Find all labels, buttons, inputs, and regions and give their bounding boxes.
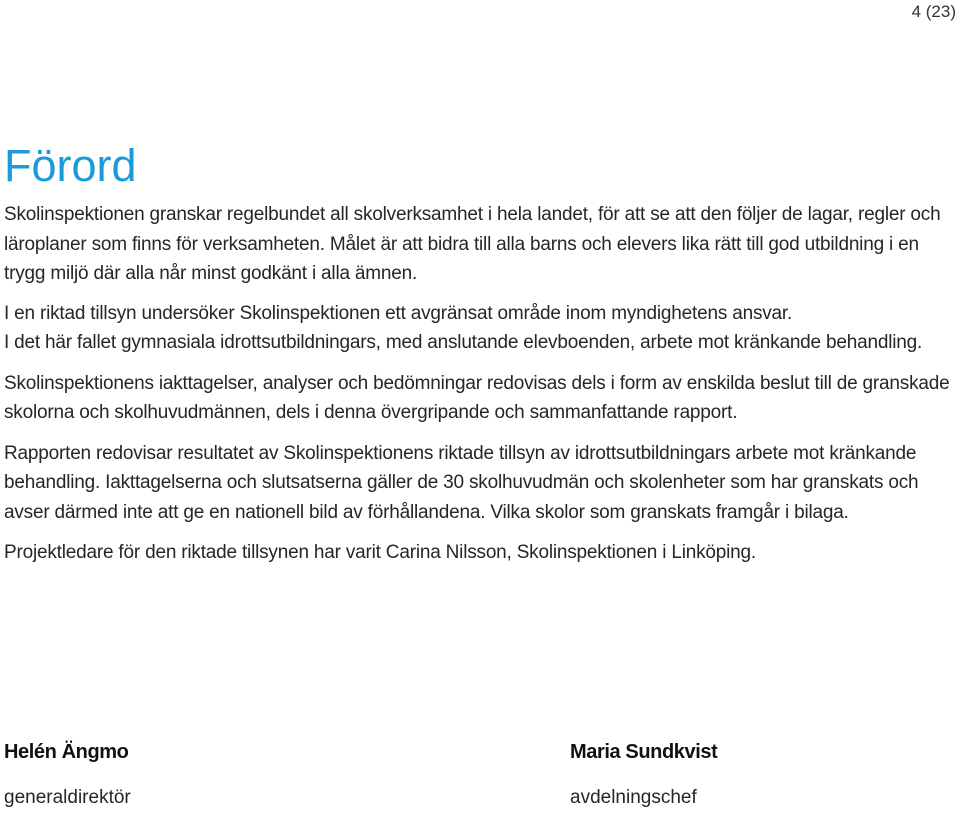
paragraph-riktad-tillsyn: I en riktad tillsyn undersöker Skolinspektionen ett avgränsat område inom myndighetens ansvar.	[4, 302, 793, 324]
paragraph-project-lead: Projektledare för den riktade tillsynen har varit Carina Nilsson, Skolinspektionen i Linköping.	[4, 542, 756, 563]
signature-role-right: avdelningschef	[570, 787, 697, 808]
paragraph-report: Rapporten redovisar resultatet av Skolinspektionens riktade tillsyn av idrottsutbildningars arbete mot kränkande behandling. Iakttagelserna och slutsatserna gäller de 30 skolhuvudmän och skolenheter som har granskats och avser därmed inte att ge en nationell bild av förhållandena. Vilka skolor som granskats framgår i bilaga.	[4, 442, 919, 523]
page-title: Förord	[4, 140, 137, 191]
foreword-body	[4, 200, 954, 568]
signature-name-right: Maria Sundkvist	[570, 741, 718, 763]
paragraph-intro: Skolinspektionen granskar regelbundet all skolverksamhet i hela landet, för att se att den följer de lagar, regler och läroplaner som finns för verksamheten. Målet är att bidra till alla barns och elevers lika rätt till god utbildning i en trygg miljö där alla når minst godkänt i alla ämnen.	[4, 204, 941, 284]
paragraph-scope: I det här fallet gymnasiala idrottsutbildningars, med anslutande elevboenden, arbete mot kränkande behandling.	[4, 332, 923, 353]
signature-role-left: generaldirektör	[4, 787, 131, 808]
paragraph-findings: Skolinspektionens iakttagelser, analyser och bedömningar redovisas dels i form av enskilda beslut till de granskade skolorna och skolhuvudmännen, dels i denna övergripande och sammanfattande rapport.	[4, 372, 950, 423]
page-number: 4 (23)	[911, 2, 956, 21]
signature-name-left: Helén Ängmo	[4, 741, 129, 763]
